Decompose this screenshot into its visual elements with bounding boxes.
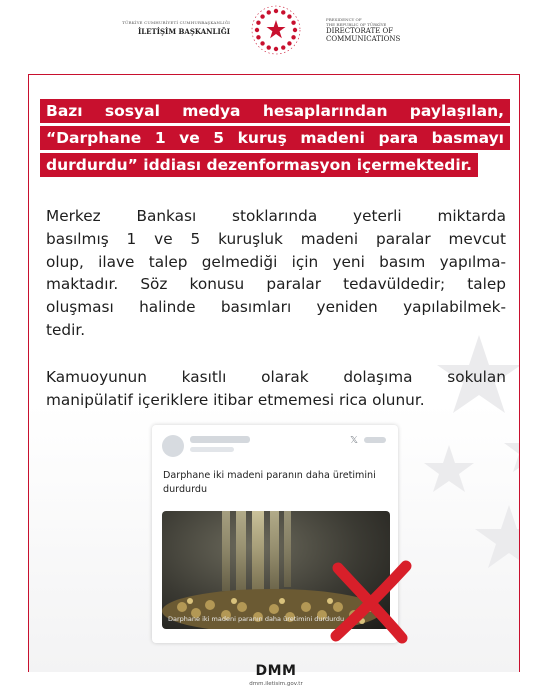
headline-line-1: Bazı sosyal medya hesaplarından paylaşılan,: [40, 99, 510, 123]
emblem-star: [267, 10, 271, 14]
paragraph-line: olup, ilave talep gelmediği için yeni basım yapılma-: [46, 252, 506, 271]
paragraph-line: oluşması halinde basımları yeniden yapılabilmek-: [46, 298, 506, 317]
emblem-star: [274, 47, 278, 51]
emblem-star: [291, 21, 295, 25]
emblem-star: [293, 28, 297, 32]
header-right-big-1: DIRECTORATE OF: [326, 27, 394, 35]
emblem-star: [267, 45, 271, 49]
header-right-title: [326, 17, 400, 43]
emblem-star: [281, 10, 285, 14]
headline-line-2: “Darphane 1 ve 5 kuruş madeni para basmayı: [40, 126, 510, 150]
emblem-star: [256, 35, 260, 39]
body-paragraph-1: [46, 205, 506, 342]
paragraph-line: manipülatif içeriklere itibar etmemesi rica olunur.: [46, 390, 425, 409]
header-left-small: TÜRKİYE CUMHURİYETİ CUMHURBAŞKANLIĞI: [122, 20, 230, 25]
emblem-star: [260, 41, 264, 45]
body-paragraph-2: [46, 366, 506, 412]
header: [0, 0, 552, 70]
blurred-account-handle: [190, 447, 234, 452]
false-claim-cross-icon: [328, 560, 412, 644]
header-left-big: İLETİŞİM BAŞKANLIĞI: [137, 27, 230, 36]
tweet-image-caption: Darphane iki madeni paranın daha üretimini durdurdu: [168, 615, 345, 623]
emblem-star: [281, 45, 285, 49]
dmm-logo: DMM: [255, 663, 297, 679]
tweet-text: Darphane iki madeni paranın daha üretimini durdurdu: [163, 470, 376, 495]
paragraph-line: Kamuoyunun kasıtlı olarak dolaşıma sokulan: [46, 368, 506, 386]
emblem-star: [274, 9, 278, 13]
paragraph-line: maktadır. Söz konusu paralar tedavüldedir; talep: [46, 275, 506, 294]
headline-line-3: durdurdu” iddiası dezenformasyon içermektedir.: [40, 153, 478, 177]
paragraph-line: tedir.: [46, 320, 86, 339]
paragraph-line: Merkez Bankası stoklarında yeterli miktarda: [46, 207, 506, 225]
emblem-star: [287, 14, 291, 18]
blurred-account-name: [190, 436, 250, 443]
footer-url: dmm.iletisim.gov.tr: [249, 681, 303, 687]
emblem-star: [291, 35, 295, 39]
header-right-small-2: THE REPUBLIC OF TÜRKİYE: [326, 22, 387, 27]
paragraph-line: basılmış 1 ve 5 kuruşluk madeni paralar mevcut: [46, 229, 506, 248]
headline: [40, 99, 510, 180]
presidential-emblem-icon: [250, 4, 302, 56]
emblem-star: [260, 14, 264, 18]
header-left-title: [122, 20, 230, 36]
emblem-star: [255, 28, 259, 32]
header-right-big-2: COMMUNICATIONS: [326, 35, 401, 43]
emblem-star: [256, 21, 260, 25]
x-logo-icon: 𝕏: [349, 435, 358, 446]
avatar: [162, 435, 184, 457]
emblem-star: [287, 41, 291, 45]
blurred-meta: [364, 437, 386, 443]
header-right-small-1: PRESIDENCY OF: [326, 17, 362, 22]
